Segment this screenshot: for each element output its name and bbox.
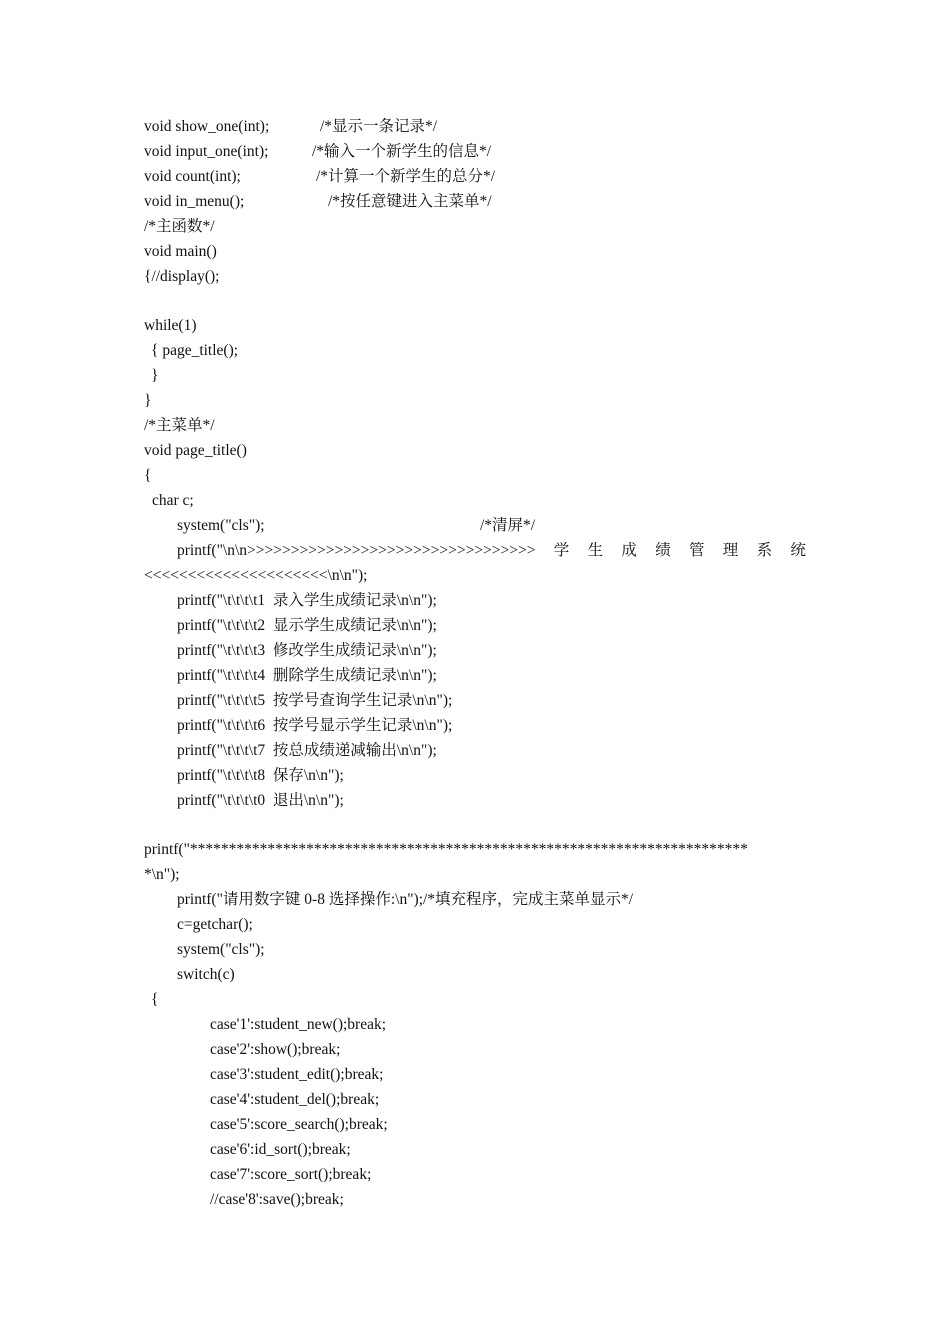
code-line: printf("\t\t\t\t7 按总成绩递减输出\n\n"); [177,742,437,759]
code-line: printf("************************************************************************ [144,841,748,858]
code-comment: /*清屏*/ [480,517,536,534]
code-comment: /*主菜单*/ [144,417,215,434]
code-line: case'4':student_del();break; [210,1091,380,1108]
code-line: case'5':score_search();break; [210,1116,388,1133]
code-token: 理 [722,542,739,559]
code-line: void in_menu(); [144,193,245,210]
code-token: 成 [621,542,637,559]
code-line: case'2':show();break; [210,1041,341,1058]
code-line: printf("请用数字键 0-8 选择操作:\n");/*填充程序，完成主菜单显示*/ [177,891,634,908]
code-line: printf("\t\t\t\t8 保存\n\n"); [177,767,344,784]
code-line: system("cls"); [177,941,265,958]
code-line: void show_one(int); [144,118,270,135]
code-comment: /*按任意键进入主菜单*/ [328,193,492,210]
code-line: printf("\t\t\t\t6 按学号显示学生记录\n\n"); [177,717,453,734]
code-line: c=getchar(); [177,916,253,933]
code-line: void main() [144,243,217,260]
code-token: 生 [587,542,604,559]
code-line: switch(c) [177,966,235,983]
code-line: } [144,392,152,409]
code-line: void page_title() [144,442,247,459]
code-line: case'6':id_sort();break; [210,1141,351,1158]
code-line: case'3':student_edit();break; [210,1066,384,1083]
code-comment: /*输入一个新学生的信息*/ [312,143,492,160]
code-line: {//display(); [144,268,220,285]
code-token: 学 [553,542,570,559]
code-line: printf("\t\t\t\t0 退出\n\n"); [177,792,344,809]
code-comment: /*计算一个新学生的总分*/ [316,168,496,185]
code-line: printf("\t\t\t\t5 按学号查询学生记录\n\n"); [177,692,453,709]
code-line: while(1) [144,317,197,334]
code-token: 绩 [655,542,671,559]
code-line: char c; [152,492,194,509]
code-line: printf("\t\t\t\t1 录入学生成绩记录\n\n"); [177,592,437,609]
code-line: *\n"); [144,866,180,883]
code-token: printf("\n\n>>>>>>>>>>>>>>>>>>>>>>>>>>>>>>>>> [177,542,536,559]
code-line: case'7':score_sort();break; [210,1166,372,1183]
code-line: case'1':student_new();break; [210,1016,387,1033]
code-line: { page_title(); [151,342,239,359]
code-line: system("cls"); [177,517,265,534]
code-token: 系 [756,542,773,559]
code-line: } [151,367,159,384]
code-line: void input_one(int); [144,143,269,160]
code-comment: /*显示一条记录*/ [320,118,438,135]
code-line: printf("\t\t\t\t4 删除学生成绩记录\n\n"); [177,667,437,684]
code-line: { [144,467,152,484]
code-line: printf("\t\t\t\t3 修改学生成绩记录\n\n"); [177,642,437,659]
code-line: <<<<<<<<<<<<<<<<<<<<<\n\n"); [144,567,368,584]
code-line: { [151,991,159,1008]
code-token: 管 [688,542,705,559]
code-line: void count(int); [144,168,241,185]
justified-code-line [144,541,806,561]
code-comment: /*主函数*/ [144,218,215,235]
code-token: 统 [790,542,806,559]
code-line: printf("\t\t\t\t2 显示学生成绩记录\n\n"); [177,617,437,634]
code-line: //case'8':save();break; [210,1191,344,1208]
